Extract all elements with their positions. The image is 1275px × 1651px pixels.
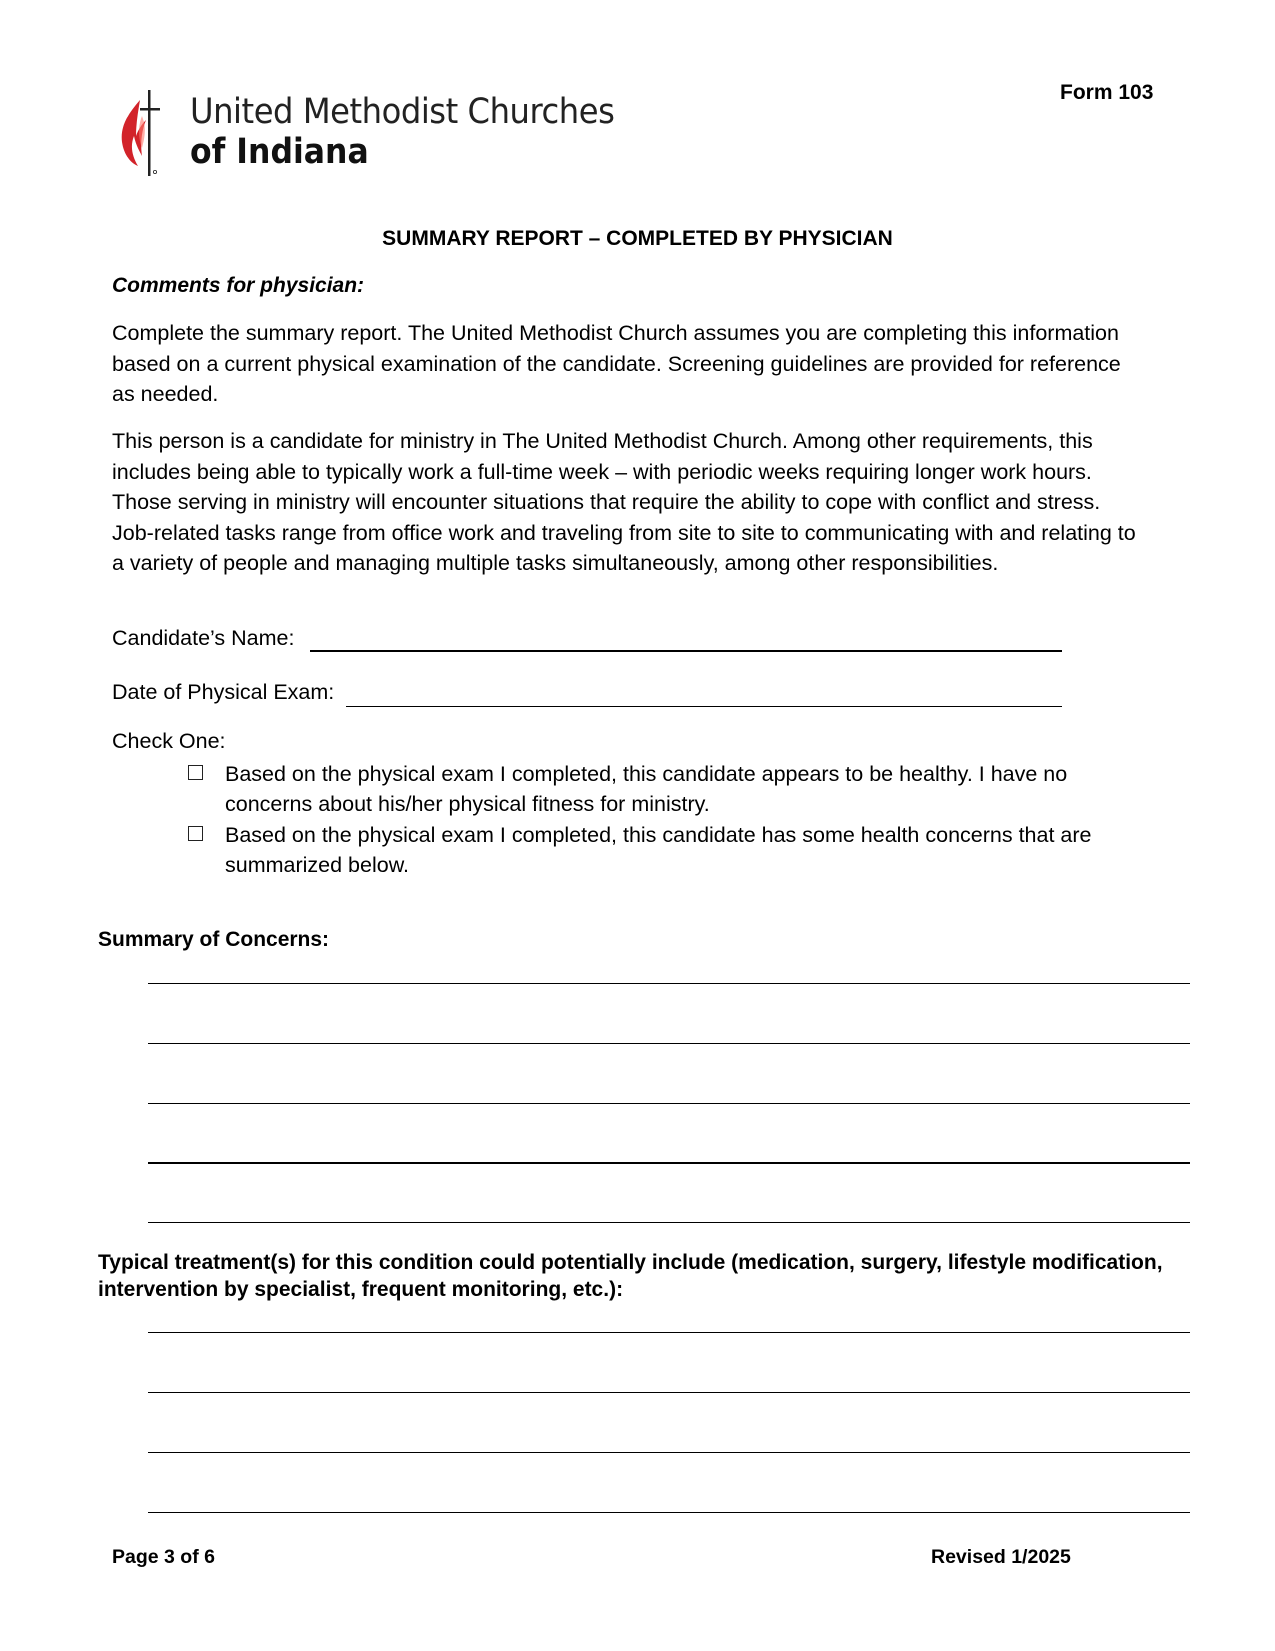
summary-heading: Summary of Concerns: [98,928,330,951]
option-concerns-text: Based on the physical exam I completed, this candidate has some health concerns that are summarized below. [225,823,1092,877]
logo-title-line1: United Methodist Churches [190,92,615,132]
summary-line[interactable] [148,1103,1190,1104]
treatment-line[interactable] [148,1392,1190,1393]
instruction-paragraph-1: Complete the summary report. The United Methodist Church assumes you are completing this information based on a current physical examination of the candidate. Screening guidelines are provided for reference as needed. [112,321,1121,406]
check-one-label: Check One: [112,729,226,753]
comments-heading: Comments for physician: [112,274,365,297]
church-logo [118,86,615,178]
treatment-line[interactable] [148,1332,1190,1333]
option-healthy-text: Based on the physical exam I completed, this candidate appears to be healthy. I have no concerns about his/her physical fitness for ministry. [225,762,1068,816]
checkbox-healthy[interactable] [188,765,203,780]
treatment-line[interactable] [148,1512,1190,1513]
summary-line[interactable] [148,1222,1190,1223]
candidate-name-label: Candidate’s Name: [112,626,295,650]
exam-date-label: Date of Physical Exam: [112,680,335,704]
option-concerns[interactable] [188,820,1148,880]
summary-line[interactable] [148,1043,1190,1044]
candidate-name-row [112,626,294,651]
logo-title-line2: of Indiana [190,132,369,172]
treatment-line[interactable] [148,1452,1190,1453]
page-number: Page 3 of 6 [112,1546,215,1568]
exam-date-row [112,680,334,705]
page-title: SUMMARY REPORT – COMPLETED BY PHYSICIAN [382,227,893,250]
cross-and-flame-icon [118,86,170,178]
option-healthy[interactable] [188,759,1148,819]
form-number: Form 103 [1060,81,1154,104]
checkbox-concerns[interactable] [188,826,203,841]
treatment-heading: Typical treatment(s) for this condition could potentially include (medication, surgery, lifestyle modification, intervention by specialist, frequent monitoring, etc.): [98,1251,1163,1301]
exam-date-field[interactable] [346,692,1062,707]
summary-line[interactable] [148,1162,1190,1164]
candidate-name-field[interactable] [310,636,1062,652]
revision-date: Revised 1/2025 [931,1546,1071,1568]
instruction-paragraph-2: This person is a candidate for ministry in The United Methodist Church. Among other requirements, this includes being able to typically work a full-time week – with periodic weeks requiring longer work hours. Those serving in ministry will encounter situations that require the ability to cope with conflict and stress. Job-related tasks range from office work and traveling from site to site to communicating with and relating to a variety of people and managing multiple tasks simultaneously, among other responsibilities. [112,429,1136,575]
summary-line[interactable] [148,983,1190,984]
